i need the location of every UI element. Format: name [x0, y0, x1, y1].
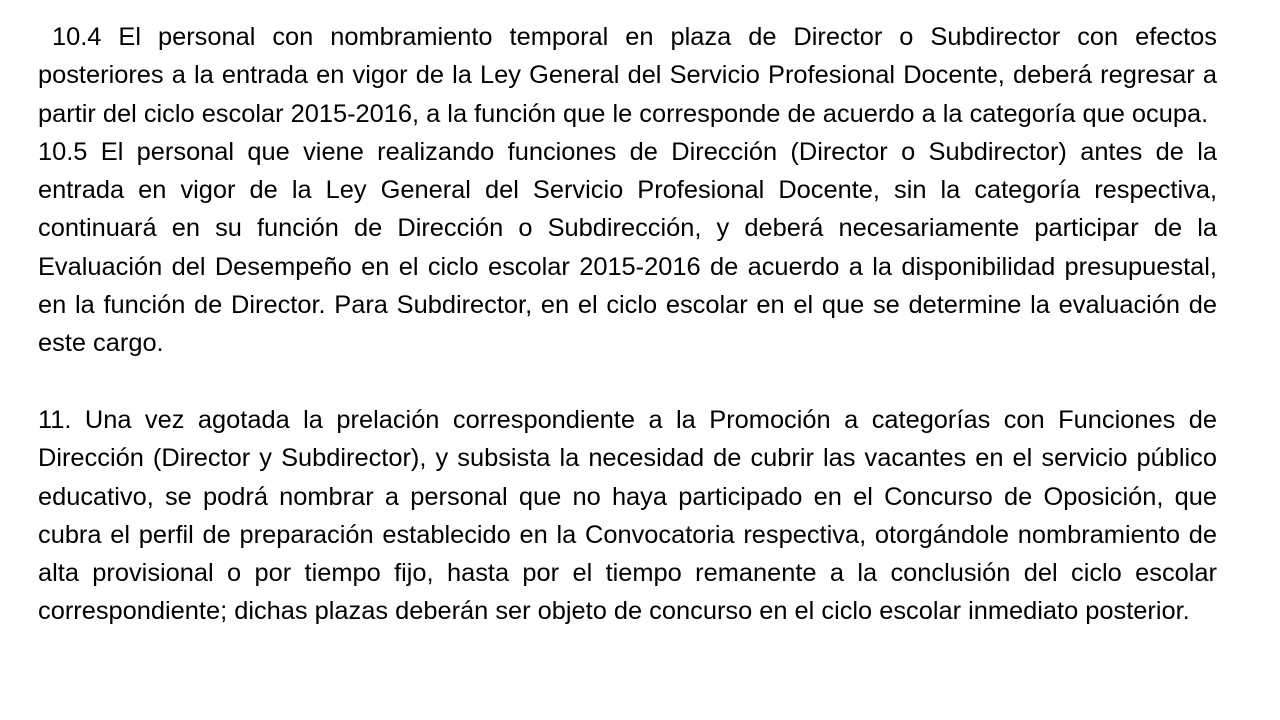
- document-body: [38, 18, 1217, 714]
- paragraph-10-5: 10.5 El personal que viene realizando funciones de Dirección (Director o Subdirector) antes de la entrada en vigor de la Ley General del Servicio Profesional Docente, sin la categoría respectiva, continuará en su función de Dirección o Subdirección, y deberá necesariamente participar de la Evaluación del Desempeño en el ciclo escolar 2015-2016 de acuerdo a la disponibilidad presupuestal, en la función de Director. Para Subdirector, en el ciclo escolar en el que se determine la evaluación de este cargo.: [38, 137, 1217, 358]
- paragraph-10-4: 10.4 El personal con nombramiento temporal en plaza de Director o Subdirector con efectos posteriores a la entrada en vigor de la Ley General del Servicio Profesional Docente, deberá regresar a partir del ciclo escolar 2015-2016, a la función que le corresponde de acuerdo a la categoría que ocupa.: [38, 23, 1217, 128]
- paragraph-spacer: [38, 363, 1217, 401]
- paragraph-11: 11. Una vez agotada la prelación correspondiente a la Promoción a categorías con Funciones de Dirección (Director y Subdirector), y subsista la necesidad de cubrir las vacantes en el servicio público educativo, se podrá nombrar a personal que no haya participado en el Concurso de Oposición, que cubra el perfil de preparación establecido en la Convocatoria respectiva, otorgándole nombramiento de alta provisional o por tiempo fijo, hasta por el tiempo remanente a la conclusión del ciclo escolar correspondiente; dichas plazas deberán ser objeto de concurso en el ciclo escolar inmediato posterior.: [38, 405, 1217, 626]
